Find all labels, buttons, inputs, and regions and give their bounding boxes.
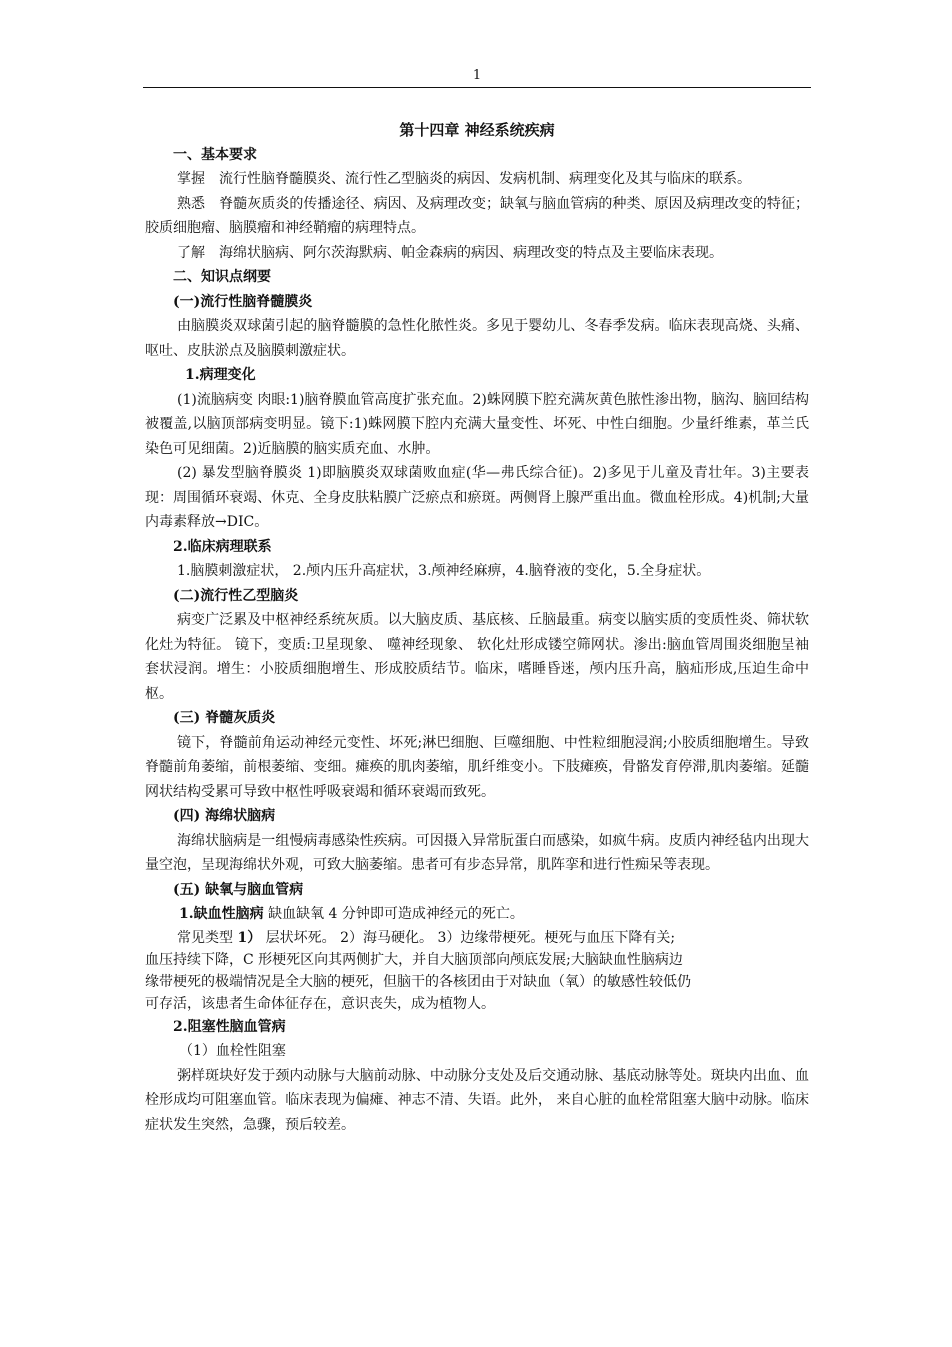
- types-text: 层状坏死。 2）海马硬化。 3）边缘带梗死。梗死与血压下降有关;: [265, 929, 676, 946]
- heading-spongiform: (四) 海绵状脑病: [173, 808, 276, 824]
- heading-poliomyelitis: (三) 脊髓灰质炎: [173, 710, 276, 726]
- section-heading-requirements: 一、基本要求: [173, 146, 257, 163]
- heading-clinical: 2.临床病理联系: [173, 538, 272, 555]
- heading-pathology: 1.病理变化: [185, 367, 256, 383]
- paragraph-thrombotic: 粥样斑块好发于颈内动脉与大脑前动脉、中动脉分支处及后交通动脉、基底动脉等处。斑块内出血、血栓形成均可阻塞血管。临床表现为偏瘫、神志不清、失语。此外， 来自心脏的血栓常阻塞大脑中动脉。临床症状发生突然，急骤，预后较差。: [145, 1067, 809, 1133]
- ischemic-lead: 缺血缺氧 4 分钟即可造成神经元的死亡。: [268, 906, 524, 922]
- paragraph-meningitis-intro: 由脑膜炎双球菌引起的脑脊髓膜的急性化脓性炎。多见于婴幼儿、冬春季发病。临床表现高烧、头痛、呕吐、皮肤淤点及脑膜刺激症状。: [145, 318, 809, 359]
- ischemic-types: [145, 927, 809, 949]
- header-rule: [143, 87, 811, 88]
- section-heading-outline: 二、知识点纲要: [173, 269, 271, 285]
- heading-obstructive: 2.阻塞性脑血管病: [173, 1018, 286, 1035]
- paragraph-understand: 了解 海绵状脑病、阿尔茨海默病、帕金森病的病因、病理改变的特点及主要临床表现。: [177, 244, 723, 261]
- paragraph-master: 掌握 流行性脑脊髓膜炎、流行性乙型脑炎的病因、发病机制、病理变化及其与临床的联系。: [177, 171, 751, 187]
- paragraph-poliomyelitis: 镜下，脊髓前角运动神经元变性、坏死;淋巴细胞、巨噬细胞、中性粒细胞浸润;小胶质细胞增生。导致脊髓前角萎缩，前根萎缩、变细。瘫痪的肌肉萎缩，肌纤维变小。下肢瘫痪，骨骼发育停滞,肌肉萎缩。延髓网状结构受累可导致中枢性呼吸衰竭和循环衰竭而致死。: [145, 734, 809, 800]
- document-body: [145, 118, 809, 1137]
- ischemic-line: [145, 902, 809, 927]
- paragraph-clinical: 1.脑膜刺激症状， 2.颅内压升高症状，3.颅神经麻痹，4.脑脊液的变化，5.全身症状。: [177, 563, 711, 579]
- heading-encephalitis: (二)流行性乙型脑炎: [173, 587, 299, 604]
- page-number: 1: [472, 68, 482, 83]
- type-1-number: 1）: [237, 929, 262, 946]
- ischemic-line-2: 血压持续下降，C 形梗死区向其两侧扩大，并自大脑顶部向颅底发展;大脑缺血性脑病边: [145, 951, 683, 968]
- paragraph-encephalitis: 病变广泛累及中枢神经系统灰质。以大脑皮质、基底核、丘脑最重。病变以脑实质的变质性炎、筛状软化灶为特征。 镜下，变质:卫星现象、 噬神经现象、 软化灶形成镂空筛网状。渗出:脑血管周围炎细胞呈袖套状浸润。增生：小胶质细胞增生、形成胶质结节。临床，嗜睡昏迷，颅内压升高，脑疝形成,压迫生命中枢。: [145, 612, 809, 702]
- paragraph-spongiform: 海绵状脑病是一组慢病毒感染性疾病。可因摄入异常朊蛋白而感染，如疯牛病。皮质内神经毡内出现大量空泡，呈现海绵状外观，可致大脑萎缩。患者可有步态异常，肌阵挛和进行性痴呆等表现。: [145, 832, 809, 873]
- heading-hypoxia: (五) 缺氧与脑血管病: [173, 881, 304, 898]
- paragraph-familiar: 熟悉 脊髓灰质炎的传播途径、病因、及病理改变；缺氧与脑血管病的种类、原因及病理改变的特征；胶质细胞瘤、脑膜瘤和神经鞘瘤的病理特点。: [145, 195, 809, 236]
- ischemic-line-4: 可存活，该患者生命体征存在，意识丧失，成为植物人。: [145, 995, 495, 1012]
- types-label: 常见类型: [177, 929, 233, 946]
- item-thrombotic: （1）血栓性阻塞: [179, 1043, 286, 1059]
- chapter-title: 第十四章 神经系统疾病: [399, 121, 555, 139]
- paragraph-pathology-1: (1)流脑病变 肉眼:1)脑脊膜血管高度扩张充血。2)蛛网膜下腔充满灰黄色脓性渗出物，脑沟、脑回结构被覆盖,以脑顶部病变明显。镜下:1)蛛网膜下腔内充满大量变性、坏死、中性白细胞。少量纤维素，革兰氏染色可见细菌。2)近脑膜的脑实质充血、水肿。: [145, 391, 809, 457]
- paragraph-pathology-2: (2) 暴发型脑脊膜炎 1)即脑膜炎双球菌败血症(华—弗氏综合征)。2)多见于儿童及青壮年。3)主要表现：周围循环衰竭、休克、全身皮肤粘膜广泛瘀点和瘀斑。两侧肾上腺严重出血。微血栓形成。4)机制;大量内毒素释放→DIC。: [145, 465, 809, 530]
- ischemic-line-3: 缘带梗死的极端情况是全大脑的梗死，但脑干的各核团由于对缺血（氧）的敏感性较低仍: [145, 973, 691, 990]
- heading-ischemic: 1.缺血性脑病: [179, 906, 264, 922]
- heading-meningitis: (一)流行性脑脊髓膜炎: [173, 293, 313, 310]
